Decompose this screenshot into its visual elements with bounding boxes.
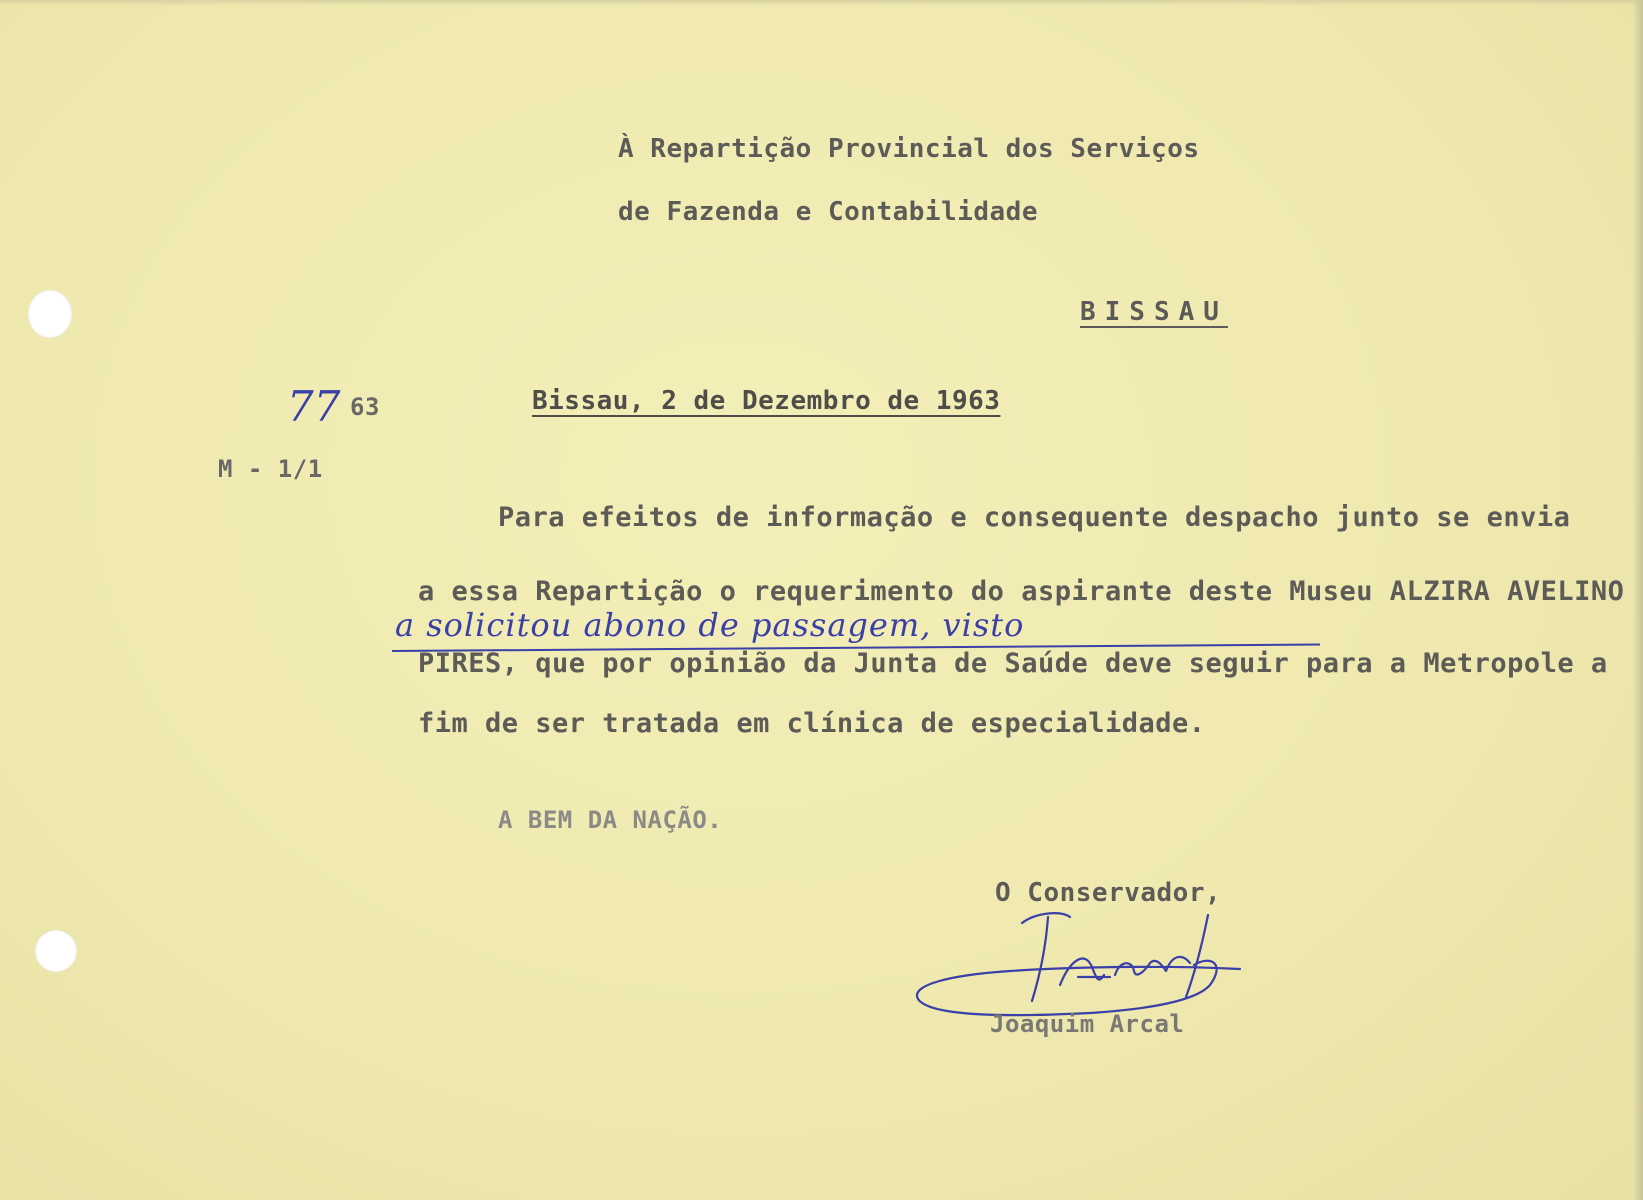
addressee-city: BISSAU xyxy=(1080,297,1228,327)
body-line-2: a essa Repartição o requerimento do aspirante deste Museu ALZIRA AVELINO xyxy=(418,576,1625,607)
signatory-name: Joaquim Arcal xyxy=(990,1010,1185,1038)
paper-edge-right xyxy=(1633,0,1643,1200)
reference-code: M - 1/1 xyxy=(218,455,323,483)
punch-hole-upper xyxy=(28,290,72,338)
paper-edge-top xyxy=(0,0,1643,6)
handwritten-signature xyxy=(910,905,1290,1025)
handwritten-reference-number: 77 xyxy=(287,382,341,431)
body-line-3: PIRES, que por opinião da Junta de Saúde deve seguir para a Metropole a xyxy=(418,648,1608,679)
letter-date: Bissau, 2 de Dezembro de 1963 xyxy=(532,386,1001,416)
body-line-4: fim de ser tratada em clínica de especialidade. xyxy=(418,708,1206,739)
body-line-1: Para efeitos de informação e consequente despacho junto se envia xyxy=(498,502,1571,533)
addressee-line-1: À Repartição Provincial dos Serviços xyxy=(618,134,1200,164)
closing-salutation: A BEM DA NAÇÃO. xyxy=(498,806,723,834)
punch-hole-lower xyxy=(35,930,77,972)
signatory-title: O Conservador, xyxy=(995,878,1222,908)
addressee-line-2: de Fazenda e Contabilidade xyxy=(618,197,1038,227)
reference-stamp: 63 xyxy=(350,393,380,421)
handwritten-annotation: a solicitou abono de passagem, visto xyxy=(395,606,1025,644)
